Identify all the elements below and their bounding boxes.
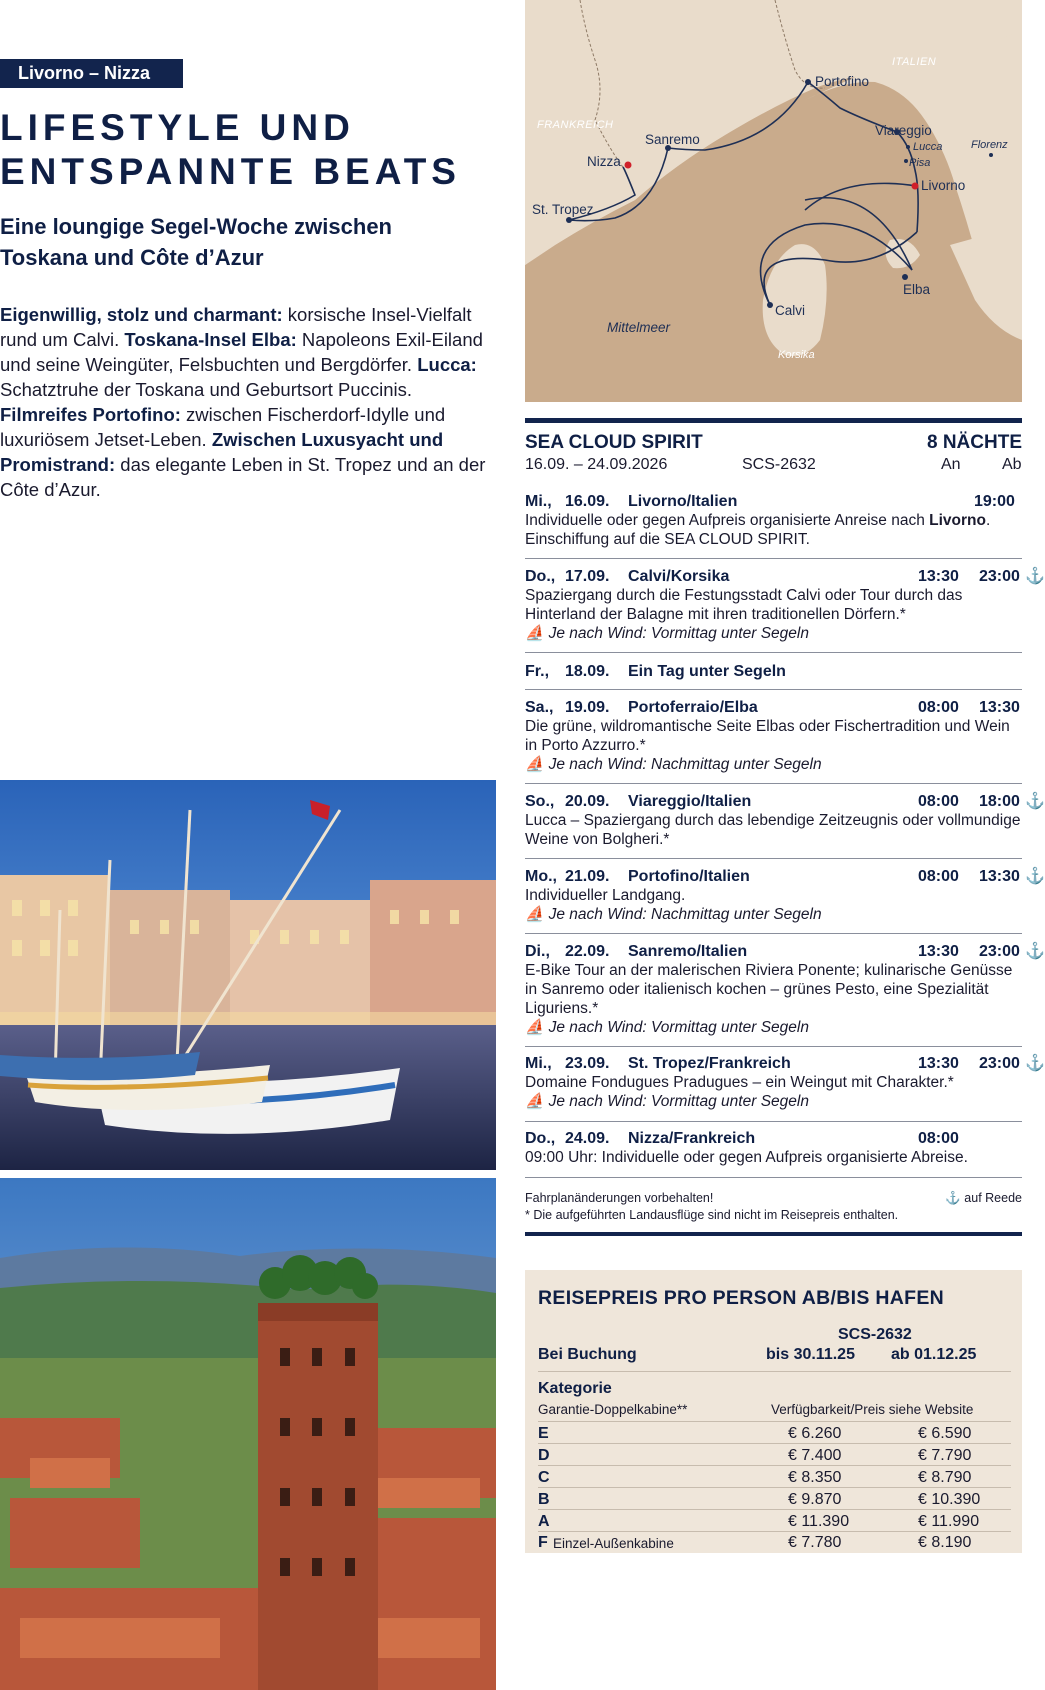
- day-weekday: Di.,: [525, 943, 550, 960]
- intro-text-4: zwischen Fischerdorf-Idylle und luxuriösem Jetset-Leben.: [0, 404, 446, 450]
- map-label-viareggio: Viareggio: [875, 123, 932, 138]
- subheadline-line-1: Eine loungige Segel-Woche zwischen: [0, 214, 392, 239]
- itinerary-day: [525, 662, 1022, 681]
- price-early: € 8.350: [788, 1469, 842, 1486]
- harbour-photo: [0, 780, 496, 1170]
- map-label-pisa: Pisa: [909, 157, 931, 169]
- pricing-box: [525, 1270, 1022, 1553]
- travel-dates: 16.09. – 24.09.2026: [525, 456, 668, 473]
- pricing-row-divider: [538, 1509, 1011, 1510]
- day-description-pre: Individuelle oder gegen Aufpreis organisierte Anreise nach: [525, 512, 930, 529]
- wind-note-text: Je nach Wind: Nachmittag unter Segeln: [548, 756, 822, 773]
- itinerary-day: [525, 1054, 1045, 1111]
- day-port: Nizza/Frankreich: [628, 1130, 756, 1147]
- day-departure: 13:30: [979, 868, 1020, 885]
- day-weekday: Do.,: [525, 568, 556, 585]
- day-date: 20.09.: [565, 793, 610, 810]
- day-description-post: . Einschiffung auf die SEA CLOUD SPIRIT.: [525, 512, 991, 548]
- itinerary-top-rule: [525, 418, 1022, 423]
- departure-header: Ab: [1002, 456, 1022, 473]
- anchor-icon: ⚓: [1025, 868, 1045, 885]
- day-port: Portoferraio/Elba: [628, 699, 758, 716]
- arrival-header: An: [941, 456, 961, 473]
- itinerary-header: [525, 432, 1022, 476]
- intro-text-1: korsische Insel-Vielfalt rund um Calvi.: [0, 304, 472, 350]
- day-arrival: 13:30: [918, 943, 959, 960]
- category-code: F: [538, 1534, 548, 1551]
- map-label-st-tropez: St. Tropez: [532, 202, 594, 217]
- price-late: € 7.790: [918, 1447, 972, 1464]
- category-code: D: [538, 1447, 550, 1464]
- map-label-mittelmeer: Mittelmeer: [607, 320, 671, 335]
- itinerary-day: [525, 942, 1045, 1037]
- excursion-note: * Die aufgeführten Landausflüge sind nicht im Reisepreis enthalten.: [525, 1208, 899, 1222]
- wind-note: [525, 755, 1022, 774]
- itinerary-day: [525, 567, 1045, 643]
- category-label: Einzel-Außenkabine: [553, 1536, 674, 1551]
- price-late: € 6.590: [918, 1425, 972, 1442]
- lucca-illustration: [0, 1178, 496, 1690]
- day-date: 21.09.: [565, 868, 610, 885]
- price-early: € 9.870: [788, 1491, 842, 1508]
- pricing-divider: [538, 1371, 1011, 1372]
- page-title: [0, 106, 500, 194]
- day-arrival: 13:30: [918, 1055, 959, 1072]
- wind-note-text: Je nach Wind: Vormittag unter Segeln: [548, 1093, 809, 1110]
- wind-note-text: Je nach Wind: Vormittag unter Segeln: [548, 625, 809, 642]
- subheadline-line-2: Toskana und Côte d’Azur: [0, 245, 264, 270]
- day-date: 24.09.: [565, 1130, 610, 1147]
- price-late: € 8.790: [918, 1469, 972, 1486]
- day-description: [525, 511, 1022, 549]
- booking-label: Bei Buchung: [538, 1346, 637, 1363]
- map-label-lucca: Lucca: [913, 141, 943, 153]
- intro-text-2: Napoleons Exil-Eiland und seine Weingüter, Felsbuchten und Bergdörfer.: [0, 329, 483, 375]
- day-description: Individueller Landgang.: [525, 887, 686, 904]
- price-late: € 10.390: [918, 1491, 981, 1508]
- price-late: € 11.990: [918, 1513, 980, 1530]
- day-port: Sanremo/Italien: [628, 943, 748, 960]
- anchor-legend: ⚓ auf Reede: [945, 1191, 1022, 1205]
- map-label-florenz: Florenz: [971, 139, 1008, 151]
- intro-bold-1: Eigenwillig, stolz und charmant:: [0, 304, 283, 325]
- map-label-italien: ITALIEN: [892, 56, 937, 68]
- day-departure: 23:00: [979, 943, 1020, 960]
- intro-text: [0, 302, 490, 502]
- day-description: Spaziergang durch die Festungsstadt Calvi oder Tour durch das Hinterland der Balagne mit ihren traditionellen Dörfern.*: [525, 587, 963, 623]
- day-divider: [525, 858, 1022, 859]
- day-arrival: 13:30: [918, 568, 959, 585]
- category-code: A: [538, 1513, 550, 1530]
- day-date: 23.09.: [565, 1055, 610, 1072]
- day-divider: [525, 1121, 1022, 1122]
- day-port: St. Tropez/Frankreich: [628, 1055, 791, 1072]
- day-divider: [525, 933, 1022, 934]
- sail-icon: ⛵: [525, 1093, 549, 1110]
- price-col-early: bis 30.11.25: [766, 1346, 855, 1363]
- intro-text-3: Schatztruhe der Toskana und Geburtsort Puccinis.: [0, 379, 413, 400]
- day-departure: 19:00: [974, 493, 1015, 510]
- itinerary-day: [525, 867, 1045, 924]
- day-arrival: 08:00: [918, 1130, 959, 1147]
- day-weekday: Do.,: [525, 1130, 556, 1147]
- map-label-calvi: Calvi: [775, 303, 806, 318]
- anchor-icon: ⚓: [1025, 793, 1045, 810]
- day-arrival: 08:00: [918, 793, 959, 810]
- harbour-illustration: [0, 780, 496, 1170]
- day-description: 09:00 Uhr: Individuelle oder gegen Aufpreis organisierte Abreise.: [525, 1149, 968, 1166]
- title-line-2: ENTSPANNTE BEATS: [0, 151, 461, 192]
- wind-note-text: Je nach Wind: Nachmittag unter Segeln: [548, 906, 822, 923]
- map-label-frankreich: FRANKREICH: [537, 119, 614, 131]
- day-departure: 18:00: [979, 793, 1020, 810]
- day-divider: [525, 1046, 1022, 1047]
- day-weekday: Mi.,: [525, 1055, 552, 1072]
- guarantee-cabin-label: Garantie-Doppelkabine**: [538, 1402, 688, 1417]
- day-date: 16.09.: [565, 493, 610, 510]
- price-col-late: ab 01.12.25: [891, 1346, 977, 1363]
- intro-bold-2: Toskana-Insel Elba:: [124, 329, 297, 350]
- wind-note: [525, 624, 1022, 643]
- intro-bold-4: Filmreifes Portofino:: [0, 404, 181, 425]
- itinerary-day: [525, 698, 1022, 774]
- ship-name: SEA CLOUD SPIRIT: [525, 432, 703, 453]
- map-label-portofino: Portofino: [815, 74, 870, 89]
- day-weekday: Mo.,: [525, 868, 557, 885]
- pricing-row-divider: [538, 1531, 1011, 1532]
- category-code: B: [538, 1491, 550, 1508]
- day-description-bold: Livorno: [929, 512, 986, 529]
- day-divider: [525, 689, 1022, 690]
- itinerary-day: [525, 492, 1022, 549]
- itinerary-day: [525, 792, 1045, 849]
- day-description: Die grüne, wildromantische Seite Elbas oder Fischertradition und Wein in Porto Azzurro.*: [525, 718, 1010, 754]
- day-date: 22.09.: [565, 943, 610, 960]
- map-label-korsika: Korsika: [778, 349, 815, 361]
- map-label-elba: Elba: [903, 282, 931, 297]
- day-weekday: So.,: [525, 793, 555, 810]
- day-date: 18.09.: [565, 663, 610, 680]
- lucca-tower-photo: [0, 1178, 496, 1690]
- map-graphic: [525, 0, 1022, 402]
- day-port: Viareggio/Italien: [628, 793, 752, 810]
- category-code: E: [538, 1425, 549, 1442]
- day-description: Lucca – Spaziergang durch das lebendige Zeitzeugnis oder vollmundige Weine von Bolgheri.*: [525, 812, 1021, 848]
- day-weekday: Sa.,: [525, 699, 554, 716]
- day-divider: [525, 558, 1022, 559]
- price-early: € 7.780: [788, 1534, 842, 1551]
- price-early: € 7.400: [788, 1447, 842, 1464]
- pricing-row-divider: [538, 1443, 1011, 1444]
- day-port: Calvi/Korsika: [628, 568, 730, 585]
- itinerary-bottom-rule: [525, 1232, 1022, 1236]
- map-label-livorno: Livorno: [921, 178, 966, 193]
- day-arrival: 08:00: [918, 868, 959, 885]
- day-date: 17.09.: [565, 568, 610, 585]
- day-description: Domaine Fondugues Pradugues – ein Weingut mit Charakter.*: [525, 1074, 954, 1091]
- intro-text-5: das elegante Leben in St. Tropez und an der Côte d’Azur.: [0, 454, 486, 500]
- day-port: Livorno/Italien: [628, 493, 738, 510]
- day-date: 19.09.: [565, 699, 610, 716]
- day-divider: [525, 652, 1022, 653]
- wind-note: [525, 905, 1022, 924]
- pricing-row-divider: [538, 1421, 1011, 1422]
- day-departure: 13:30: [979, 699, 1020, 716]
- sail-icon: ⛵: [525, 625, 549, 642]
- map-label-sanremo: Sanremo: [645, 132, 700, 147]
- anchor-icon: ⚓: [1025, 943, 1045, 960]
- subheadline: [0, 211, 480, 273]
- day-description: E-Bike Tour an der malerischen Riviera Ponente; kulinarische Genüsse in Sanremo oder italienisch kochen – grünes Pesto, eine Spezialität Liguriens.*: [525, 962, 1013, 1017]
- intro-bold-3: Lucca:: [417, 354, 477, 375]
- day-port: Portofino/Italien: [628, 868, 750, 885]
- pricing-row-divider: [538, 1487, 1011, 1488]
- map-label-nizza: Nizza: [587, 154, 621, 169]
- wind-note: [525, 1092, 1022, 1111]
- anchor-icon: ⚓: [1025, 568, 1045, 585]
- cruise-code: SCS-2632: [742, 456, 816, 473]
- anchor-icon: ⚓: [1025, 1055, 1045, 1072]
- category-header: Kategorie: [538, 1380, 612, 1397]
- itinerary-footnotes: [525, 1190, 1022, 1224]
- sail-icon: ⛵: [525, 756, 549, 773]
- wind-note-text: Je nach Wind: Vormittag unter Segeln: [548, 1019, 809, 1036]
- price-early: € 11.390: [788, 1513, 850, 1530]
- title-line-1: LIFESTYLE UND: [0, 107, 355, 148]
- route-map: [525, 0, 1022, 402]
- price-early: € 6.260: [788, 1425, 842, 1442]
- sail-icon: ⛵: [525, 906, 549, 923]
- route-badge: Livorno – Nizza: [0, 59, 183, 88]
- itinerary-day: [525, 1129, 1022, 1167]
- day-divider: [525, 1177, 1022, 1178]
- day-weekday: Fr.,: [525, 663, 550, 680]
- category-code: C: [538, 1469, 550, 1486]
- day-port: Ein Tag unter Segeln: [628, 663, 786, 680]
- price-late: € 8.190: [918, 1534, 972, 1551]
- guarantee-cabin-note: Verfügbarkeit/Preis siehe Website: [771, 1402, 974, 1417]
- pricing-code: SCS-2632: [838, 1326, 912, 1343]
- day-divider: [525, 783, 1022, 784]
- day-departure: 23:00: [979, 568, 1020, 585]
- sail-icon: ⛵: [525, 1019, 549, 1036]
- itinerary-subheader: [525, 456, 1022, 476]
- day-arrival: 08:00: [918, 699, 959, 716]
- pricing-title: REISEPREIS PRO PERSON AB/BIS HAFEN: [538, 1287, 945, 1309]
- nights-count: 8 NÄCHTE: [926, 432, 1022, 453]
- wind-note: [525, 1018, 1022, 1037]
- intro-bold-5: Zwischen Luxusyacht und Promistrand:: [0, 429, 444, 475]
- day-departure: 23:00: [979, 1055, 1020, 1072]
- day-weekday: Mi.,: [525, 493, 552, 510]
- schedule-change-note: Fahrplanänderungen vorbehalten!: [525, 1191, 714, 1205]
- pricing-row-divider: [538, 1465, 1011, 1466]
